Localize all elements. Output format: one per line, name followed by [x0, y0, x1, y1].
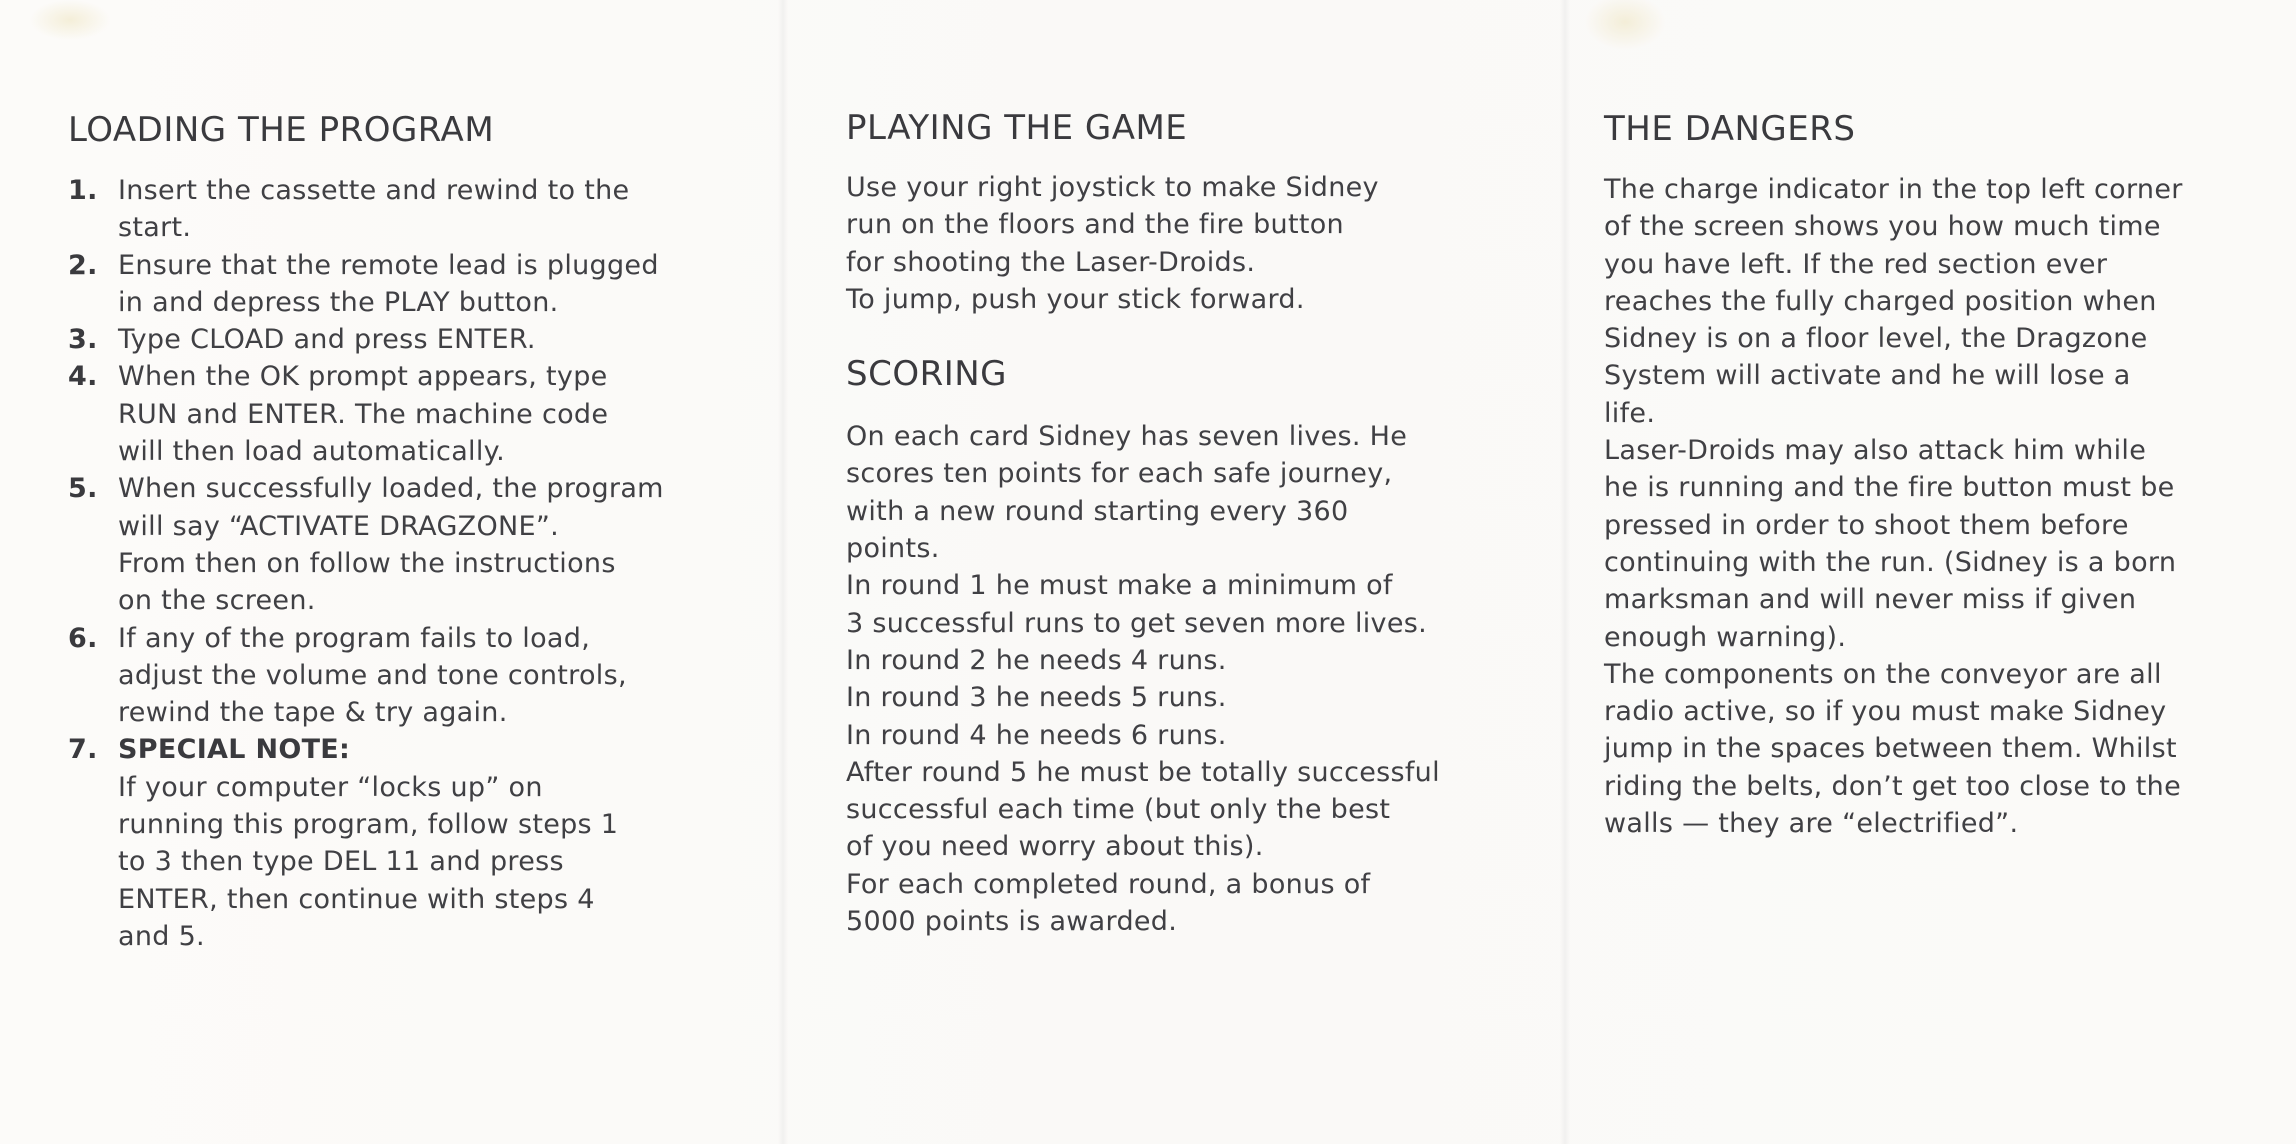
step-line: RUN and ENTER. The machine code: [118, 398, 609, 430]
page-fold: [1560, 0, 1570, 1144]
step-item: [68, 731, 748, 955]
text-line: of you need worry about this).: [846, 831, 1264, 863]
playing-text: [846, 169, 1536, 318]
text-line: For each completed round, a bonus of: [846, 868, 1371, 900]
step-line: If your computer “locks up” on: [118, 771, 543, 803]
dangers-text: [1604, 171, 2284, 842]
text-line: walls — they are “electrified”.: [1604, 808, 2019, 840]
text-line: Use your right joystick to make Sidney: [846, 172, 1379, 203]
text-line: with a new round starting every 360: [846, 495, 1349, 527]
step-item: [68, 620, 748, 732]
step-line: When successfully loaded, the program: [118, 473, 664, 505]
step-number: 5.: [68, 473, 98, 505]
text-line: points.: [846, 533, 940, 565]
step-number: 4.: [68, 361, 98, 393]
step-item: [68, 358, 748, 470]
special-note-title: SPECIAL NOTE:: [118, 734, 351, 766]
step-item: [68, 470, 748, 619]
step-number: 6.: [68, 622, 98, 654]
text-line: Sidney is on a floor level, the Dragzone: [1604, 323, 2148, 355]
step-item: [68, 321, 748, 358]
text-line: continuing with the run. (Sidney is a born: [1604, 546, 2177, 578]
text-line: The charge indicator in the top left corner: [1604, 174, 2183, 205]
text-line: marksman and will never miss if given: [1604, 584, 2137, 616]
text-line: The components on the conveyor are all: [1604, 658, 2162, 690]
loading-steps: [68, 172, 748, 955]
step-item: [68, 247, 748, 322]
step-line: ENTER, then continue with steps 4: [118, 883, 595, 915]
playing-section: [846, 0, 1536, 940]
text-line: After round 5 he must be totally successful: [846, 756, 1440, 788]
text-line: radio active, so if you must make Sidney: [1604, 696, 2167, 728]
text-line: enough warning).: [1604, 621, 1847, 653]
dangers-heading: THE DANGERS: [1604, 109, 1856, 149]
step-line: Insert the cassette and rewind to the: [118, 175, 630, 206]
text-line: you have left. If the red section ever: [1604, 248, 2108, 280]
text-line: In round 3 he needs 5 runs.: [846, 682, 1227, 714]
step-line: From then on follow the instructions: [118, 547, 616, 579]
step-line: start.: [118, 212, 192, 244]
text-line: System will activate and he will lose a: [1604, 360, 2131, 392]
page-fold: [778, 0, 788, 1144]
text-line: Laser-Droids may also attack him while: [1604, 435, 2147, 467]
text-line: 3 successful runs to get seven more lives.: [846, 607, 1427, 639]
step-item: [68, 172, 748, 247]
text-line: run on the floors and the fire button: [846, 209, 1344, 241]
step-line: adjust the volume and tone controls,: [118, 659, 627, 691]
step-line: If any of the program fails to load,: [118, 622, 591, 654]
dangers-section: [1604, 0, 2284, 842]
text-line: of the screen shows you how much time: [1604, 211, 2161, 243]
text-line: reaches the fully charged position when: [1604, 285, 2157, 317]
step-number: 1.: [68, 175, 98, 206]
playing-heading: PLAYING THE GAME: [846, 108, 1188, 148]
text-line: In round 2 he needs 4 runs.: [846, 644, 1227, 676]
step-line: Type CLOAD and press ENTER.: [118, 324, 536, 356]
text-line: for shooting the Laser-Droids.: [846, 246, 1256, 278]
text-line: life.: [1604, 397, 1656, 429]
step-number: 2.: [68, 249, 98, 281]
text-line: successful each time (but only the best: [846, 794, 1391, 826]
step-line: rewind the tape & try again.: [118, 697, 508, 729]
step-number: 7.: [68, 734, 98, 766]
text-line: 5000 points is awarded.: [846, 906, 1178, 938]
text-line: In round 4 he needs 6 runs.: [846, 719, 1227, 751]
step-line: Ensure that the remote lead is plugged: [118, 249, 659, 281]
step-line: running this program, follow steps 1: [118, 809, 619, 841]
text-line: To jump, push your stick forward.: [846, 283, 1305, 315]
scoring-text: [846, 418, 1536, 940]
text-line: jump in the spaces between them. Whilst: [1604, 733, 2177, 765]
scoring-heading: SCORING: [846, 354, 1008, 395]
step-line: will say “ACTIVATE DRAGZONE”.: [118, 510, 560, 542]
step-line: and 5.: [118, 920, 205, 952]
step-number: 3.: [68, 324, 98, 356]
text-line: pressed in order to shoot them before: [1604, 509, 2129, 541]
step-line: When the OK prompt appears, type: [118, 361, 608, 393]
text-line: he is running and the fire button must be: [1604, 472, 2175, 504]
step-line: on the screen.: [118, 585, 316, 617]
loading-section: [68, 0, 748, 955]
loading-heading: LOADING THE PROGRAM: [68, 110, 495, 150]
step-line: will then load automatically.: [118, 436, 505, 468]
step-line: to 3 then type DEL 11 and press: [118, 846, 564, 878]
text-line: In round 1 he must make a minimum of: [846, 570, 1393, 602]
step-line: in and depress the PLAY button.: [118, 286, 559, 318]
text-line: On each card Sidney has seven lives. He: [846, 421, 1408, 453]
text-line: scores ten points for each safe journey,: [846, 458, 1393, 490]
text-line: riding the belts, don’t get too close to the: [1604, 770, 2182, 802]
